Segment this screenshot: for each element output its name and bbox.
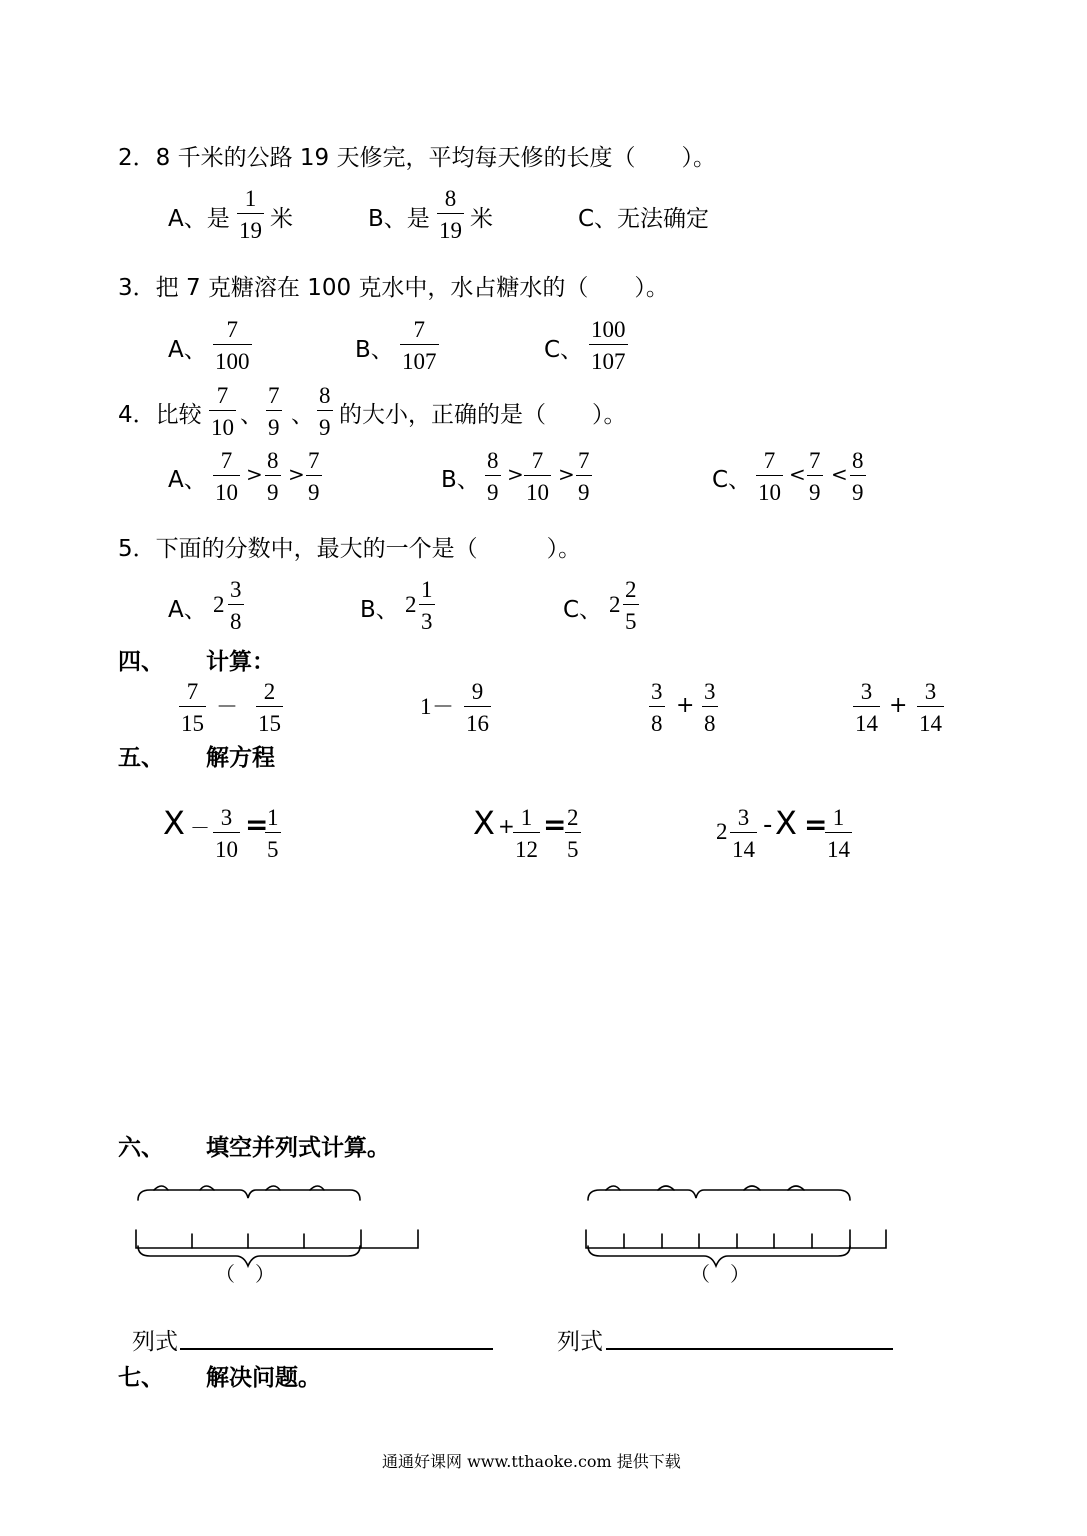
q5-c-whole: 2 [609, 592, 621, 617]
q4-separator: 、 [240, 402, 263, 428]
denominator: 9 [319, 415, 331, 440]
equation-2-fraction-1 [513, 806, 540, 861]
formula-label-left: 列式 [132, 1329, 178, 1355]
numerator: 3 [220, 805, 233, 830]
denominator: 10 [215, 837, 238, 862]
denominator: 15 [258, 711, 281, 736]
q2-option-a-label: A、是 [168, 206, 230, 232]
q4-option-b-label: B、 [441, 467, 480, 493]
denominator: 3 [421, 609, 433, 634]
numerator: 2 [263, 679, 276, 704]
q2-option-b-fraction [437, 187, 464, 242]
numerator: 3 [737, 805, 750, 830]
numerator: 7 [809, 448, 821, 473]
q4-b-fraction-2 [524, 449, 551, 504]
denominator: 10 [526, 480, 549, 505]
numerator: 8 [852, 448, 864, 473]
equals-sign: = [245, 808, 269, 841]
calc-1-fraction-2 [256, 680, 283, 735]
numerator: 8 [267, 448, 279, 473]
q2-option-c-label: C、无法确定 [578, 206, 710, 232]
calc-3-fraction-1 [649, 680, 665, 735]
denominator: 8 [651, 711, 663, 736]
q3-option-c-label: C、 [544, 337, 584, 363]
blank-parentheses: （ ） [215, 1262, 275, 1286]
equation-2-x: X [473, 804, 495, 842]
numerator: 7 [186, 679, 199, 704]
calc-2-whole: 1 [420, 694, 432, 719]
q4-b-fraction-3 [576, 449, 592, 504]
numerator: 1 [244, 186, 257, 211]
q5-option-a-label: A、 [168, 597, 207, 623]
section-6-number: 六、 [118, 1135, 164, 1161]
question-4-suffix: 的大小，正确的是（ ）。 [339, 402, 627, 428]
minus-sign: - [763, 810, 773, 840]
q4-option-a-label: A、 [168, 467, 207, 493]
q2-option-a-unit: 米 [270, 206, 293, 232]
denominator: 100 [215, 349, 250, 374]
q3-option-c-fraction [589, 318, 628, 373]
q2-option-a-fraction [237, 187, 264, 242]
denominator: 15 [181, 711, 204, 736]
q5-a-fraction [228, 578, 244, 633]
plus-sign: + [889, 693, 908, 718]
denominator: 10 [758, 480, 781, 505]
numerator: 2 [625, 577, 637, 602]
gt-sign: > [507, 462, 524, 486]
denominator: 9 [487, 480, 499, 505]
q5-b-fraction [419, 578, 435, 633]
calc-3-fraction-2 [702, 680, 718, 735]
numerator: 1 [421, 577, 433, 602]
denominator: 107 [591, 349, 626, 374]
plus-sign: + [498, 814, 515, 838]
minus-sign: － [216, 695, 239, 720]
q4-a-fraction-2 [265, 449, 281, 504]
denominator: 19 [439, 218, 462, 243]
section-5-title: 解方程 [206, 745, 275, 771]
denominator: 10 [211, 415, 234, 440]
denominator: 5 [567, 837, 579, 862]
q4-fraction-3 [317, 384, 333, 439]
q4-separator: 、 [291, 402, 314, 428]
q4-c-fraction-2 [807, 449, 823, 504]
numerator: 1 [267, 805, 279, 830]
question-5-text: 5．下面的分数中，最大的一个是（ ）。 [118, 536, 582, 562]
question-4-prefix: 4．比较 [118, 402, 202, 428]
denominator: 9 [308, 480, 320, 505]
gt-sign: > [246, 462, 263, 486]
q5-a-whole: 2 [213, 592, 225, 617]
q4-c-fraction-1 [756, 449, 783, 504]
equation-1-x: X [163, 804, 185, 842]
q4-c-fraction-3 [850, 449, 866, 504]
equation-2-fraction-2 [565, 806, 581, 861]
segment-diagram-left [128, 1172, 428, 1290]
numerator: 1 [520, 805, 533, 830]
formula-answer-line-right[interactable] [606, 1348, 893, 1350]
numerator: 7 [226, 317, 238, 342]
numerator: 8 [444, 186, 457, 211]
numerator: 7 [413, 317, 425, 342]
minus-sign: － [190, 816, 210, 840]
equation-3-fraction-1 [730, 806, 757, 861]
numerator: 8 [319, 383, 331, 408]
section-6-title: 填空并列式计算。 [206, 1135, 390, 1161]
denominator: 9 [578, 480, 590, 505]
numerator: 7 [578, 448, 590, 473]
blank-parentheses: （ ） [690, 1262, 750, 1286]
numerator: 9 [471, 679, 484, 704]
numerator: 2 [567, 805, 579, 830]
lt-sign: < [789, 462, 806, 486]
q4-b-fraction-1 [485, 449, 501, 504]
calc-4-fraction-1 [853, 680, 880, 735]
denominator: 16 [466, 711, 489, 736]
formula-answer-line-left[interactable] [180, 1348, 493, 1350]
q4-a-fraction-1 [213, 449, 240, 504]
q3-option-b-label: B、 [355, 337, 394, 363]
section-7-number: 七、 [118, 1365, 164, 1391]
denominator: 5 [625, 609, 637, 634]
equals-sign: = [804, 808, 828, 841]
numerator: 3 [924, 679, 937, 704]
denominator: 14 [827, 837, 850, 862]
denominator: 9 [268, 415, 280, 440]
denominator: 9 [852, 480, 864, 505]
q2-option-b-unit: 米 [470, 206, 493, 232]
q5-b-whole: 2 [405, 592, 417, 617]
lt-sign: < [831, 462, 848, 486]
q5-c-fraction [623, 578, 639, 633]
section-7-title: 解决问题。 [206, 1365, 321, 1391]
q4-option-c-label: C、 [712, 467, 752, 493]
denominator: 14 [919, 711, 942, 736]
numerator: 7 [308, 448, 320, 473]
q3-option-a-label: A、 [168, 337, 207, 363]
q4-fraction-1 [209, 384, 236, 439]
calc-1-fraction-1 [179, 680, 206, 735]
calc-2-fraction [464, 680, 491, 735]
numerator: 100 [591, 317, 626, 342]
equation-3-x: X [775, 804, 797, 842]
formula-label-right: 列式 [557, 1329, 603, 1355]
denominator: 14 [732, 837, 755, 862]
q4-fraction-2 [266, 384, 282, 439]
equation-3-whole: 2 [716, 819, 728, 844]
denominator: 5 [267, 837, 279, 862]
gt-sign: > [288, 462, 305, 486]
section-4-title: 计算： [206, 649, 275, 675]
q5-option-b-label: B、 [360, 597, 399, 623]
numerator: 3 [860, 679, 873, 704]
numerator: 7 [268, 383, 280, 408]
denominator: 9 [267, 480, 279, 505]
section-4-number: 四、 [118, 649, 164, 675]
q3-option-b-fraction [400, 318, 439, 373]
footer-text: 通通好课网 www.tthaoke.com 提供下载 [382, 1452, 681, 1471]
numerator: 7 [763, 448, 776, 473]
question-2-text: 2．8 千米的公路 19 天修完，平均每天修的长度（ ）。 [118, 145, 716, 171]
denominator: 10 [215, 480, 238, 505]
equation-3-fraction-2 [825, 806, 852, 861]
denominator: 9 [809, 480, 821, 505]
denominator: 107 [402, 349, 437, 374]
q5-option-c-label: C、 [563, 597, 603, 623]
q4-a-fraction-3 [306, 449, 322, 504]
numerator: 3 [704, 679, 716, 704]
numerator: 3 [230, 577, 242, 602]
denominator: 8 [230, 609, 242, 634]
calc-4-fraction-2 [917, 680, 944, 735]
question-3-text: 3．把 7 克糖溶在 100 克水中，水占糖水的（ ）。 [118, 275, 669, 301]
q2-option-b-label: B、是 [368, 206, 430, 232]
denominator: 19 [239, 218, 262, 243]
numerator: 3 [651, 679, 663, 704]
plus-sign: + [676, 693, 695, 718]
section-5-number: 五、 [118, 745, 164, 771]
equals-sign: = [543, 808, 567, 841]
denominator: 14 [855, 711, 878, 736]
numerator: 7 [220, 448, 233, 473]
numerator: 7 [216, 383, 229, 408]
numerator: 1 [832, 805, 845, 830]
minus-sign: － [432, 695, 455, 720]
gt-sign: > [558, 462, 575, 486]
equation-1-fraction-1 [213, 806, 240, 861]
numerator: 7 [531, 448, 544, 473]
numerator: 8 [487, 448, 499, 473]
equation-1-fraction-2 [265, 806, 281, 861]
q3-option-a-fraction [213, 318, 252, 373]
denominator: 12 [515, 837, 538, 862]
denominator: 8 [704, 711, 716, 736]
